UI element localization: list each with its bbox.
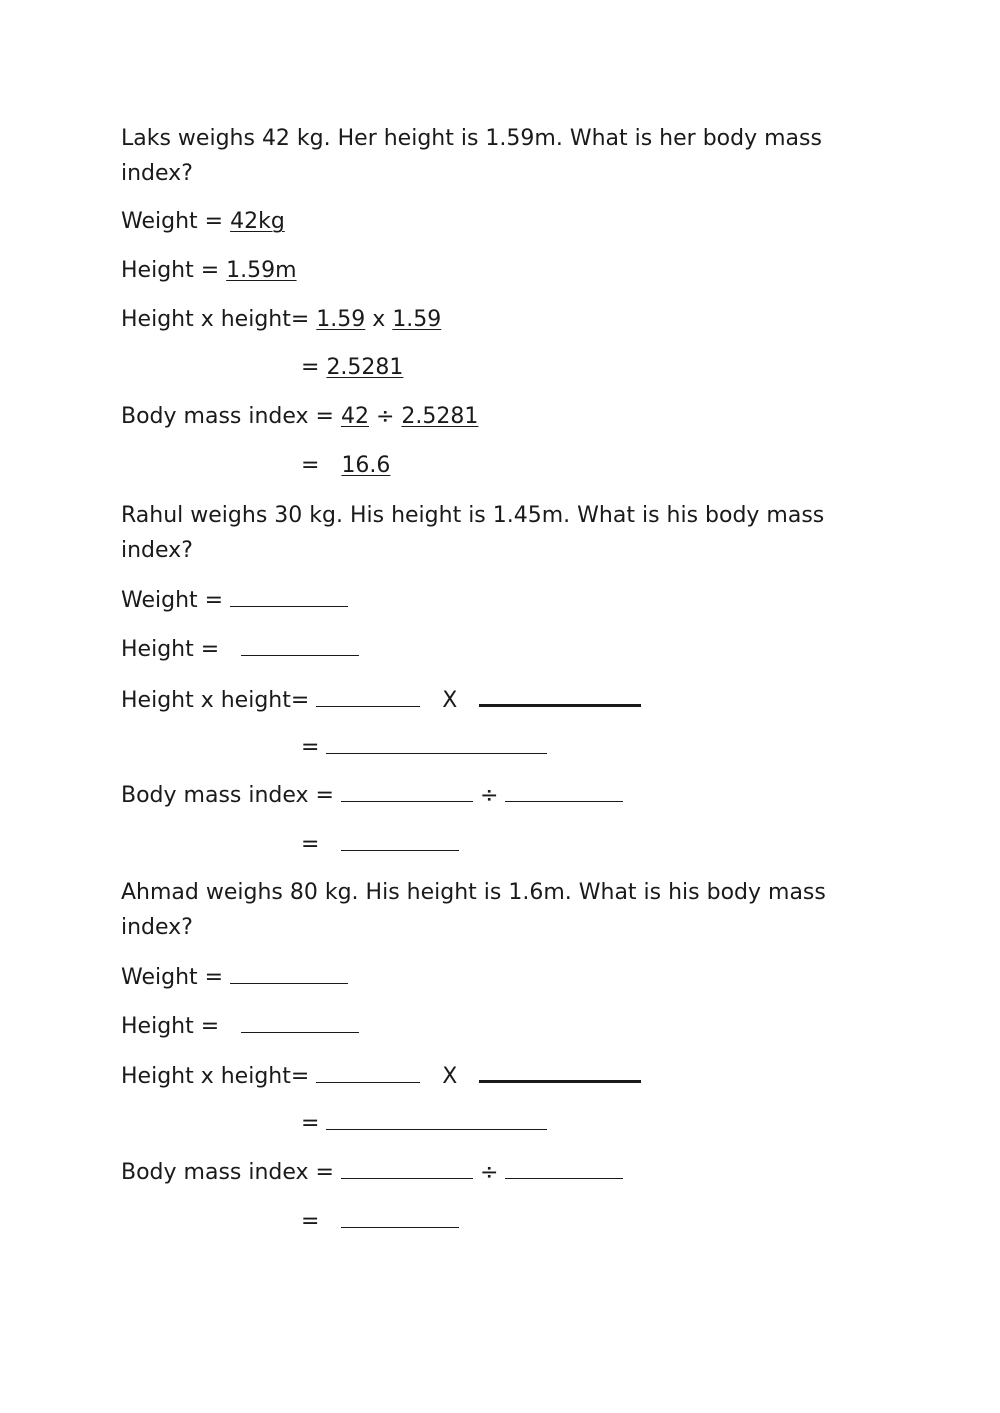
p2-bmi-row xyxy=(121,779,623,809)
divide-sign: ÷ xyxy=(479,1160,499,1185)
equals-sign: = xyxy=(301,1111,320,1136)
p1-height-squared-result-row xyxy=(301,353,403,383)
height-factor-b-blank[interactable] xyxy=(479,1058,641,1083)
height-squared-result-blank[interactable] xyxy=(326,731,547,754)
height-factor-a: 1.59 xyxy=(316,307,366,332)
bmi-label: Body mass index = xyxy=(121,404,334,429)
p3-bmi-result-row xyxy=(301,1205,459,1235)
divide-sign: ÷ xyxy=(375,404,395,429)
bmi-numerator-blank[interactable] xyxy=(341,779,473,802)
divide-sign: ÷ xyxy=(479,783,499,808)
height-label: Height = xyxy=(121,1014,220,1039)
p2-height-squared-row xyxy=(121,682,641,712)
p2-weight-row xyxy=(121,584,348,614)
weight-label: Weight = xyxy=(121,588,224,613)
bmi-result-blank[interactable] xyxy=(341,828,459,851)
height-factor-a-blank[interactable] xyxy=(316,1060,420,1083)
bmi-denominator-blank[interactable] xyxy=(505,1156,623,1179)
p3-height-row xyxy=(121,1010,359,1040)
p1-weight-row xyxy=(121,207,285,237)
question-3: Ahmad weighs 80 kg. His height is 1.6m. What is his body mass index? xyxy=(121,880,826,940)
bmi-denominator-blank[interactable] xyxy=(505,779,623,802)
equals-sign: = xyxy=(301,1209,320,1234)
height-squared-label: Height x height= xyxy=(121,688,310,713)
equals-sign: = xyxy=(301,832,320,857)
bmi-label: Body mass index = xyxy=(121,1160,334,1185)
p1-height-row xyxy=(121,256,297,286)
multiply-sign: X xyxy=(442,688,458,713)
question-2: Rahul weighs 30 kg. His height is 1.45m. What is his body mass index? xyxy=(121,503,825,563)
bmi-result-blank[interactable] xyxy=(341,1205,459,1228)
weight-blank[interactable] xyxy=(230,961,348,984)
height-blank[interactable] xyxy=(241,1010,359,1033)
equals-sign: = xyxy=(301,453,320,478)
p3-bmi-row xyxy=(121,1156,623,1186)
height-factor-b-blank[interactable] xyxy=(479,682,641,707)
height-factor-b: 1.59 xyxy=(392,307,442,332)
height-squared-result-blank[interactable] xyxy=(326,1107,547,1130)
multiply-sign: X xyxy=(442,1064,458,1089)
p3-height-squared-row xyxy=(121,1058,641,1088)
p2-height-row xyxy=(121,633,359,663)
height-blank[interactable] xyxy=(241,633,359,656)
p1-bmi-result-row xyxy=(301,451,390,481)
equals-sign: = xyxy=(301,735,320,760)
height-answer: 1.59m xyxy=(226,258,297,283)
p1-height-squared-row xyxy=(121,305,441,335)
p2-bmi-result-row xyxy=(301,828,459,858)
height-squared-label: Height x height= xyxy=(121,307,310,332)
height-factor-a-blank[interactable] xyxy=(316,684,420,707)
height-label: Height = xyxy=(121,637,220,662)
bmi-numerator: 42 xyxy=(340,404,369,429)
bmi-numerator-blank[interactable] xyxy=(341,1156,473,1179)
weight-label: Weight = xyxy=(121,965,224,990)
bmi-result: 16.6 xyxy=(341,453,391,478)
bmi-denominator: 2.5281 xyxy=(401,404,479,429)
question-1: Laks weighs 42 kg. Her height is 1.59m. What is her body mass index? xyxy=(121,126,822,186)
p3-height-squared-result-row xyxy=(301,1107,547,1137)
equals-sign: = xyxy=(301,355,320,380)
multiply-sign: x xyxy=(372,307,386,332)
weight-label: Weight = xyxy=(121,209,224,234)
height-squared-result: 2.5281 xyxy=(326,355,404,380)
p1-bmi-row xyxy=(121,402,478,432)
weight-blank[interactable] xyxy=(230,584,348,607)
p2-height-squared-result-row xyxy=(301,731,547,761)
height-label: Height = xyxy=(121,258,220,283)
bmi-label: Body mass index = xyxy=(121,783,334,808)
height-squared-label: Height x height= xyxy=(121,1064,310,1089)
weight-answer: 42kg xyxy=(230,209,285,234)
p3-weight-row xyxy=(121,961,348,991)
